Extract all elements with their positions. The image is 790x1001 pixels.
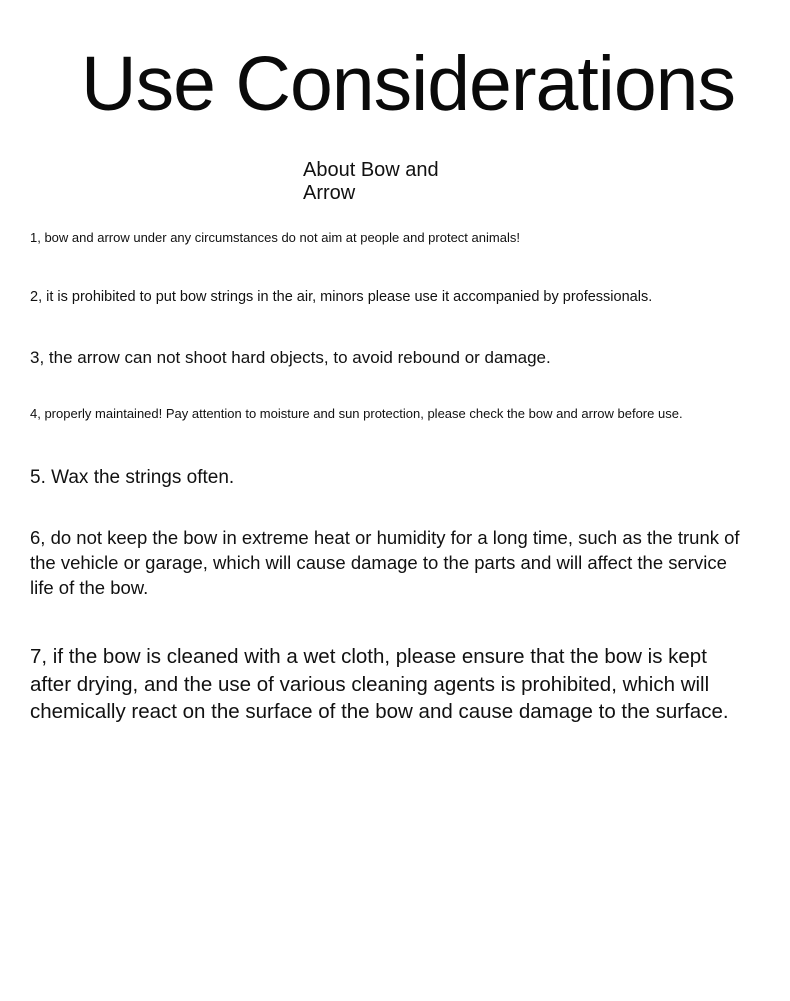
consideration-item-1: 1, bow and arrow under any circumstances do not aim at people and protect animals! — [30, 230, 520, 245]
consideration-item-7: 7, if the bow is cleaned with a wet cloth, please ensure that the bow is kept after drying, and the use of various cleaning agents is prohibited, which will chemically react on the surface of the bow and cause damage to the surface. — [30, 645, 729, 723]
page-title: Use Considerations — [81, 41, 735, 127]
consideration-item-5: 5. Wax the strings often. — [30, 467, 235, 488]
consideration-item-6: 6, do not keep the bow in extreme heat or humidity for a long time, such as the trunk of the vehicle or garage, which will cause damage to the parts and will affect the service life of the bow. — [30, 527, 740, 598]
consideration-item-4: 4, properly maintained! Pay attention to moisture and sun protection, please check the bow and arrow before use. — [30, 406, 683, 421]
consideration-item-3: 3, the arrow can not shoot hard objects, to avoid rebound or damage. — [30, 348, 551, 367]
consideration-item-2: 2, it is prohibited to put bow strings in the air, minors please use it accompanied by professionals. — [30, 289, 653, 305]
page-subtitle: About Bow and Arrow — [303, 159, 439, 204]
